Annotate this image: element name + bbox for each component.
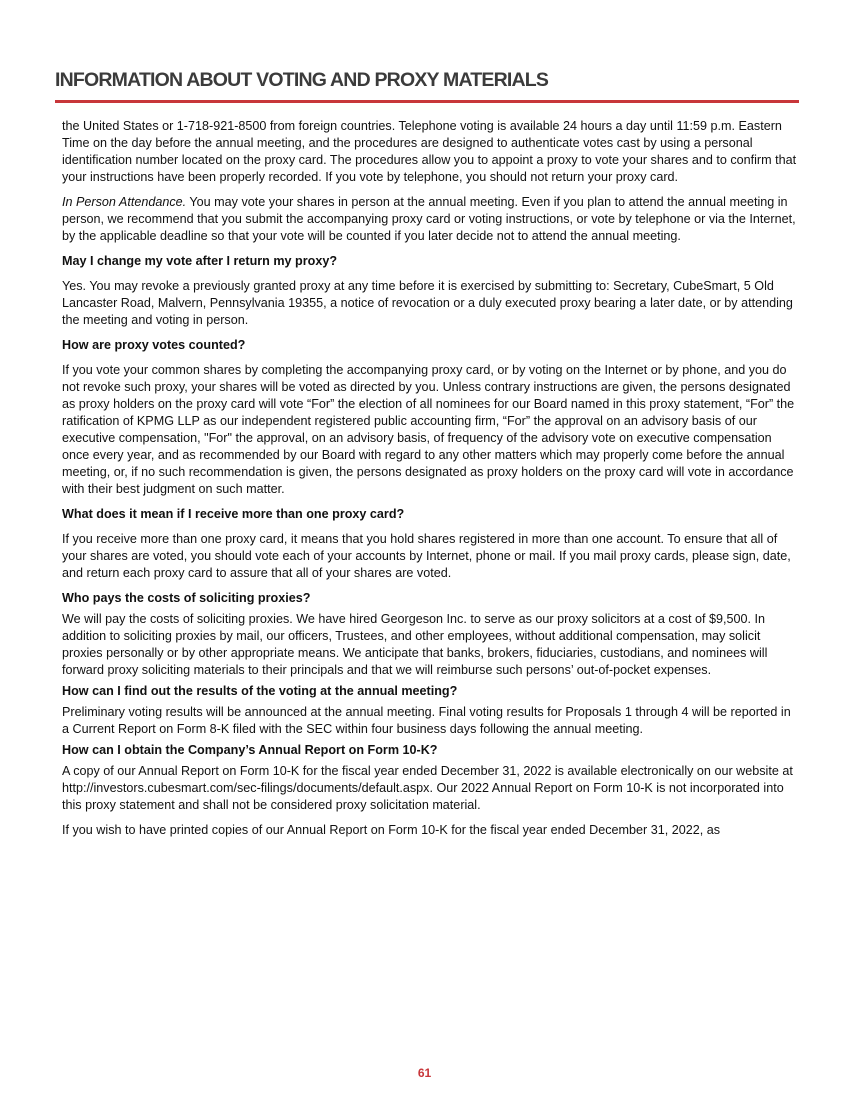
page-number: 61 bbox=[417, 1066, 432, 1080]
header-divider bbox=[55, 100, 799, 103]
answer-results: Preliminary voting results will be announced at the annual meeting. Final voting results for Proposals 1 through 4 will be reported in a Current Report on Form 8-K filed with the SEC within four business days following the annual meeting. bbox=[62, 705, 791, 736]
answer-votes-counted: If you vote your common shares by completing the accompanying proxy card, or by voting on the Internet or by phone, and you do not revoke such proxy, your shares will be voted as directed by you. Unless contrary instructions are given, the persons designated as proxy holders on the proxy card will vote “For” the election of all nominees for our Board named in this proxy statement, “For” the ratification of KPMG LLP as our independent registered public accounting firm, “For” the approval on an advisory basis of our executive compensation, "For" the approval, on an advisory basis, of frequency of the advisory vote on executive compensation once every year, and as recommended by our Board with regard to any other matters which may properly come before the annual meeting, or, if no such recommendation is given, the persons designated as proxy holders on the proxy card will vote in accordance with their best judgment on such matter. bbox=[62, 363, 795, 496]
answer-costs: We will pay the costs of soliciting proxies. We have hired Georgeson Inc. to serve as our proxy solicitors at a cost of $9,500. In addition to soliciting proxies by mail, our officers, Trustees, and other employees, without additional compensation, may solicit proxies personally or by other appropriate means. We anticipate that banks, brokers, fiduciaries, custodians, and nominees will forward proxy soliciting materials to their principals and that we will reimburse such persons’ out-of-pocket expenses. bbox=[62, 612, 768, 677]
answer-change-vote: Yes. You may revoke a previously granted proxy at any time before it is exercised by submitting to: Secretary, CubeSmart, 5 Old Lancaster Road, Malvern, Pennsylvania 19355, a notice of revocation or a duly executed proxy bearing a later date, or by attending the meeting and voting in person. bbox=[62, 279, 793, 327]
answer-multiple-cards: If you receive more than one proxy card, it means that you hold shares registered in more than one account. To ensure that all of your shares are voted, you should vote each of your accounts by Internet, phone or mail. If you mail proxy cards, please sign, date, and return each proxy card to assure that all of your shares are voted. bbox=[62, 532, 791, 580]
section-title: INFORMATION ABOUT VOTING AND PROXY MATERIALS bbox=[55, 69, 549, 91]
answer-annual-report: A copy of our Annual Report on Form 10-K for the fiscal year ended December 31, 2022 is available electronically on our website at http://investors.cubesmart.com/sec-filings/documents/default.aspx. Our 2022 Annual Report on Form 10-K is not incorporated into this proxy statement and shall not be considered proxy solicitation material. bbox=[62, 764, 793, 812]
question-costs: Who pays the costs of soliciting proxies? bbox=[62, 591, 311, 605]
paragraph-telephone-voting: the United States or 1-718-921-8500 from foreign countries. Telephone voting is available 24 hours a day until 11:59 p.m. Eastern Time on the day before the annual meeting, and the procedures are designed to authenticate votes cast by using a personal identification number located on the proxy card. The procedures allow you to appoint a proxy to vote your shares and to confirm that your instructions have been properly recorded. If you vote by telephone, you should not return your proxy card. bbox=[62, 119, 797, 184]
in-person-label: In Person Attendance. bbox=[62, 195, 187, 209]
body-text bbox=[62, 118, 800, 847]
question-annual-report: How can I obtain the Company’s Annual Report on Form 10-K? bbox=[62, 743, 438, 757]
question-change-vote: May I change my vote after I return my proxy? bbox=[62, 254, 338, 268]
question-multiple-cards: What does it mean if I receive more than one proxy card? bbox=[62, 507, 405, 521]
paragraph-printed-copies: If you wish to have printed copies of our Annual Report on Form 10-K for the fiscal year ended December 31, 2022, as bbox=[62, 823, 721, 837]
in-person-text: You may vote your shares in person at the annual meeting. Even if you plan to attend the annual meeting in person, we recommend that you submit the accompanying proxy card or voting instructions, or vote by telephone or via the Internet, by the applicable deadline so that your vote will be counted if you later decide not to attend the annual meeting. bbox=[62, 195, 796, 243]
question-results: How can I find out the results of the voting at the annual meeting? bbox=[62, 684, 458, 698]
paragraph-in-person bbox=[62, 194, 800, 245]
question-votes-counted: How are proxy votes counted? bbox=[62, 338, 246, 352]
